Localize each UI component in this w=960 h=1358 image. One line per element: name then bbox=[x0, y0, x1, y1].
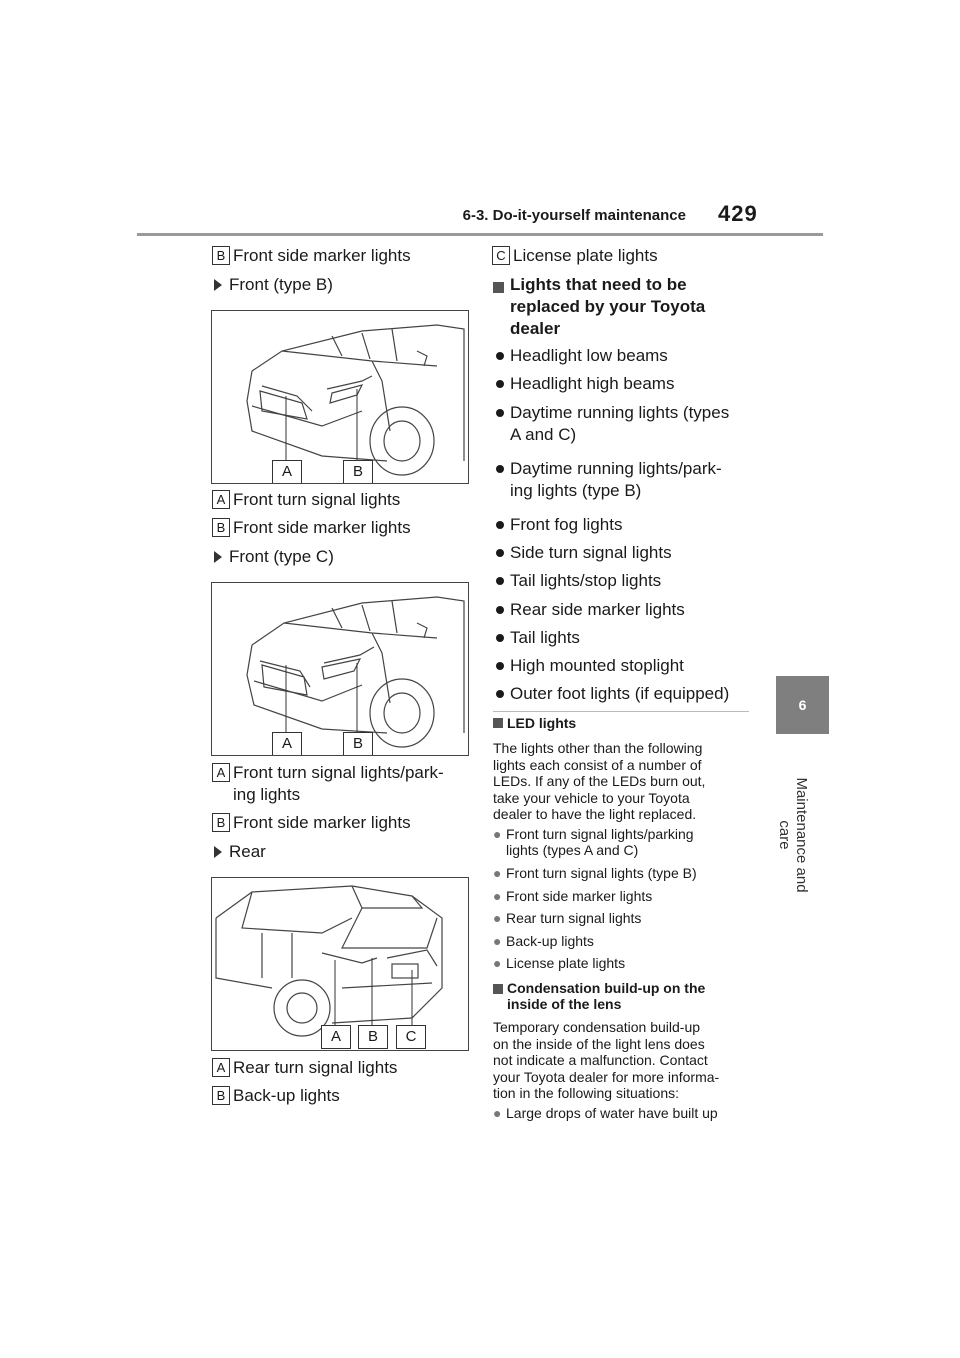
square-bullet-icon bbox=[493, 718, 503, 728]
bullet-dot-icon bbox=[496, 549, 504, 557]
led-paragraph-line: The lights other than the following bbox=[493, 740, 703, 756]
section-divider bbox=[493, 711, 749, 712]
item-front-turn-signal: Front turn signal lights bbox=[233, 490, 401, 509]
condensation-paragraph-line: on the inside of the light lens does bbox=[493, 1035, 705, 1052]
led-list-item: Back-up lights bbox=[506, 932, 594, 949]
dealer-list-item: Headlight high beams bbox=[510, 374, 675, 394]
subheading-front-type-c: Front (type C) bbox=[229, 547, 334, 566]
led-list-item: Front side marker lights bbox=[506, 887, 653, 904]
led-list-item: License plate lights bbox=[506, 955, 626, 972]
chapter-label: Maintenance and care bbox=[776, 777, 810, 893]
dealer-list-item: Daytime running lights (types bbox=[510, 402, 730, 422]
badge-b-icon: B bbox=[212, 246, 230, 265]
bullet-dot-icon bbox=[496, 521, 504, 529]
figure-front-type-c bbox=[211, 582, 469, 756]
callout-c: C bbox=[396, 1025, 426, 1049]
bullet-dot-icon bbox=[496, 606, 504, 614]
condensation-paragraph-line: tion in the following situations: bbox=[493, 1085, 679, 1101]
bullet-dot-icon bbox=[496, 634, 504, 642]
badge-a-icon: A bbox=[212, 1058, 230, 1077]
subheading-rear: Rear bbox=[229, 842, 266, 861]
heading-led-lights: LED lights bbox=[507, 715, 577, 731]
bullet-dot-icon bbox=[496, 577, 504, 585]
heading-dealer-line2: replaced by your Toyota bbox=[510, 297, 706, 316]
square-bullet-icon bbox=[493, 984, 503, 994]
item-rear-turn-signal: Rear turn signal lights bbox=[233, 1058, 398, 1077]
triangle-bullet-icon bbox=[214, 846, 222, 858]
led-paragraph-line: lights each consist of a number of bbox=[493, 756, 702, 773]
bullet-dot-icon: ● bbox=[493, 826, 502, 842]
callout-a: A bbox=[272, 732, 302, 756]
dealer-list-item: Side turn signal lights bbox=[510, 542, 672, 562]
chapter-tab bbox=[776, 676, 829, 734]
dealer-list-item: High mounted stoplight bbox=[510, 656, 684, 676]
dealer-list-item: Rear side marker lights bbox=[510, 599, 685, 619]
dealer-list-item: Tail lights/stop lights bbox=[510, 571, 662, 591]
dealer-list-item: Daytime running lights/park- bbox=[510, 458, 722, 478]
led-paragraph-line: take your vehicle to your Toyota bbox=[493, 789, 690, 806]
triangle-bullet-icon bbox=[214, 551, 222, 563]
bullet-dot-icon bbox=[496, 380, 504, 388]
bullet-dot-icon: ● bbox=[493, 865, 502, 881]
bullet-dot-icon: ● bbox=[493, 955, 502, 972]
item-front-turn-parking-line1: Front turn signal lights/park- bbox=[233, 763, 444, 782]
bullet-dot-icon bbox=[496, 690, 504, 698]
figure-rear bbox=[211, 877, 469, 1051]
heading-dealer-line3: dealer bbox=[510, 319, 561, 338]
condensation-paragraph-line: Temporary condensation build-up bbox=[493, 1019, 701, 1035]
item-back-up-lights: Back-up lights bbox=[233, 1086, 340, 1105]
item-front-side-marker-3: Front side marker lights bbox=[233, 813, 411, 832]
dealer-list-item: ing lights (type B) bbox=[510, 480, 642, 500]
square-bullet-icon bbox=[493, 282, 504, 293]
dealer-list-item: A and C) bbox=[510, 424, 577, 444]
page-number: 429 bbox=[718, 201, 758, 226]
item-front-side-marker: Front side marker lights bbox=[233, 246, 411, 265]
bullet-dot-icon: ● bbox=[493, 932, 502, 949]
badge-c-icon: C bbox=[492, 246, 510, 265]
bullet-dot-icon: ● bbox=[493, 1105, 502, 1121]
bullet-dot-icon: ● bbox=[493, 887, 502, 904]
led-list-item: Rear turn signal lights bbox=[506, 910, 642, 927]
heading-condensation-line2: inside of the lens bbox=[507, 996, 622, 1012]
figure-front-type-b bbox=[211, 310, 469, 484]
callout-b: B bbox=[358, 1025, 388, 1049]
callout-a: A bbox=[272, 460, 302, 484]
led-paragraph-line: LEDs. If any of the LEDs burn out, bbox=[493, 773, 706, 789]
heading-dealer-line1: Lights that need to be bbox=[510, 275, 687, 294]
dealer-list-item: Front fog lights bbox=[510, 514, 623, 534]
badge-a-icon: A bbox=[212, 763, 230, 782]
vehicle-front-illustration bbox=[212, 311, 468, 483]
condensation-paragraph-line: your Toyota dealer for more informa- bbox=[493, 1068, 720, 1085]
callout-b: B bbox=[343, 732, 373, 756]
item-front-turn-parking-line2: ing lights bbox=[233, 785, 301, 804]
bullet-dot-icon: ● bbox=[493, 910, 502, 927]
triangle-bullet-icon bbox=[214, 279, 222, 291]
condensation-list-item: Large drops of water have built up bbox=[506, 1105, 718, 1121]
dealer-list-item: Outer foot lights (if equipped) bbox=[510, 684, 730, 704]
bullet-dot-icon bbox=[496, 409, 504, 417]
led-list-item: Front turn signal lights (type B) bbox=[506, 865, 697, 881]
badge-b-icon: B bbox=[212, 1086, 230, 1105]
bullet-dot-icon bbox=[496, 662, 504, 670]
callout-a: A bbox=[321, 1025, 351, 1049]
bullet-dot-icon bbox=[496, 352, 504, 360]
condensation-paragraph-line: not indicate a malfunction. Contact bbox=[493, 1052, 708, 1068]
callout-b: B bbox=[343, 460, 373, 484]
dealer-list-item: Headlight low beams bbox=[510, 346, 668, 365]
bullet-dot-icon bbox=[496, 465, 504, 473]
subheading-front-type-b: Front (type B) bbox=[229, 275, 333, 294]
led-list-item: lights (types A and C) bbox=[506, 842, 639, 858]
header-rule bbox=[137, 233, 823, 236]
chapter-number: 6 bbox=[798, 697, 807, 713]
vehicle-front-illustration bbox=[212, 583, 468, 755]
badge-a-icon: A bbox=[212, 490, 230, 509]
dealer-list-item: Tail lights bbox=[510, 627, 580, 647]
led-list-item: Front turn signal lights/parking bbox=[506, 826, 694, 842]
badge-b-icon: B bbox=[212, 518, 230, 537]
item-front-side-marker-2: Front side marker lights bbox=[233, 518, 411, 537]
led-paragraph-line: dealer to have the light replaced. bbox=[493, 806, 697, 822]
item-license-plate: License plate lights bbox=[513, 246, 658, 265]
section-title: 6-3. Do-it-yourself maintenance bbox=[462, 207, 686, 224]
badge-b-icon: B bbox=[212, 813, 230, 832]
heading-condensation-line1: Condensation build-up on the bbox=[507, 980, 706, 996]
